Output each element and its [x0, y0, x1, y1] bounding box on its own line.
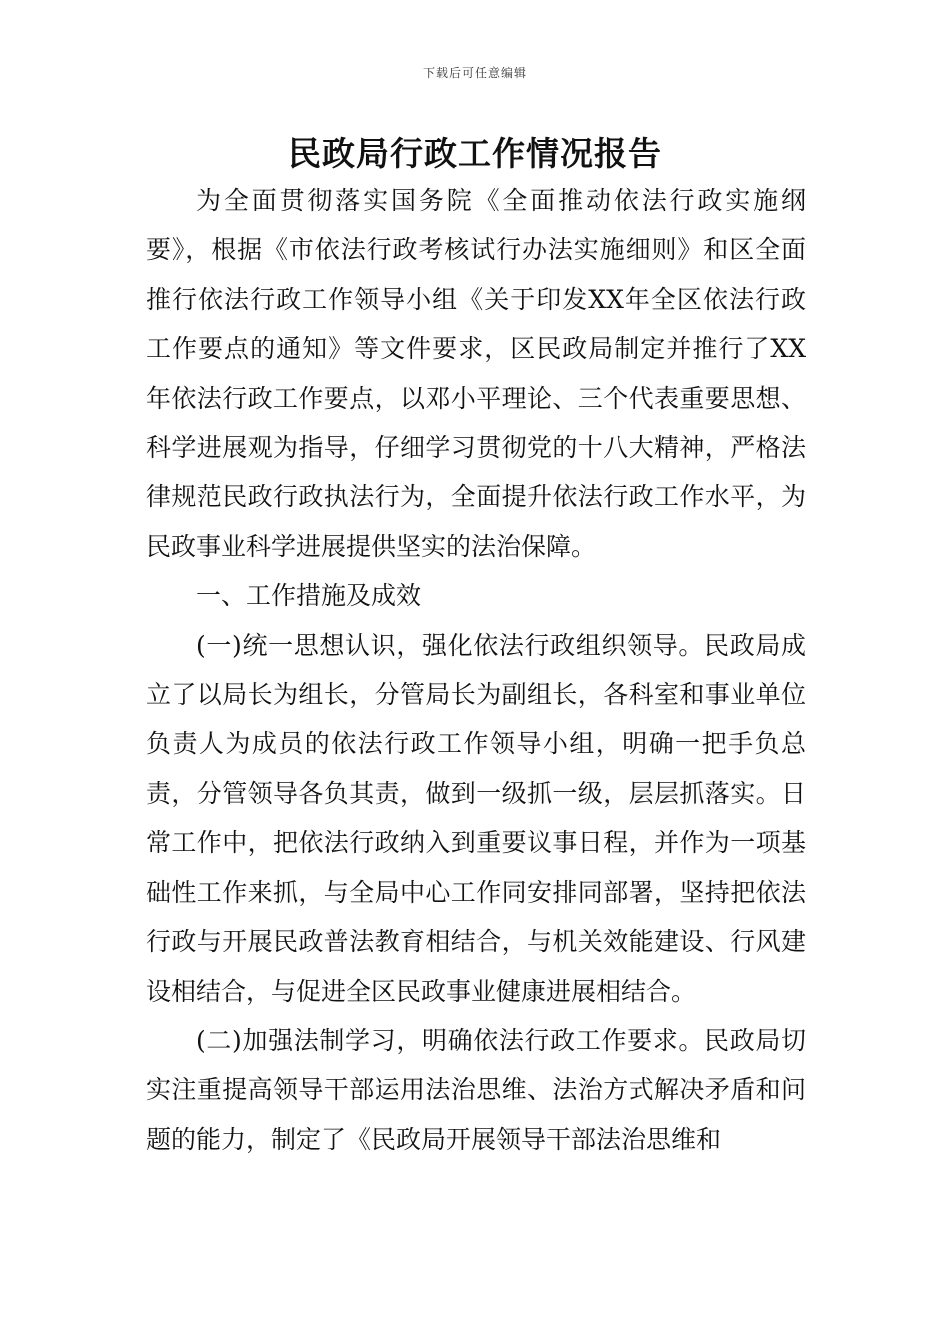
document-body	[146, 176, 806, 1164]
paragraph-intro: 为全面贯彻落实国务院《全面推动依法行政实施纲要》，根据《市依法行政考核试行办法实施细则》和区全面推行依法行政工作领导小组《关于印发XX年全区依法行政工作要点的通知》等文件要求，区民政局制定并推行了XX年依法行政工作要点，以邓小平理论、三个代表重要思想、科学进展观为指导，仔细学习贯彻党的十八大精神，严格法律规范民政行政执法行为，全面提升依法行政工作水平，为民政事业科学进展提供坚实的法治保障。	[146, 186, 806, 561]
paragraph-measure-2: (二)加强法制学习，明确依法行政工作要求。民政局切实注重提高领导干部运用法治思维、法治方式解决矛盾和问题的能力，制定了《民政局开展领导干部法治思维和	[146, 1025, 806, 1154]
document-title: 民政局行政工作情况报告	[288, 134, 662, 173]
header-note: 下载后可任意编辑	[422, 66, 527, 80]
paragraph-measure-1: (一)统一思想认识，强化依法行政组织领导。民政局成立了以局长为组长，分管局长为副组长，各科室和事业单位负责人为成员的依法行政工作领导小组，明确一把手负总责，分管领导各负其责，做到一级抓一级，层层抓落实。日常工作中，把依法行政纳入到重要议事日程，并作为一项基础性工作来抓，与全局中心工作同安排同部署，坚持把依法行政与开展民政普法教育相结合，与机关效能建设、行风建设相结合，与促进全区民政事业健康进展相结合。	[146, 630, 806, 1006]
section-heading: 一、工作措施及成效	[196, 581, 422, 611]
